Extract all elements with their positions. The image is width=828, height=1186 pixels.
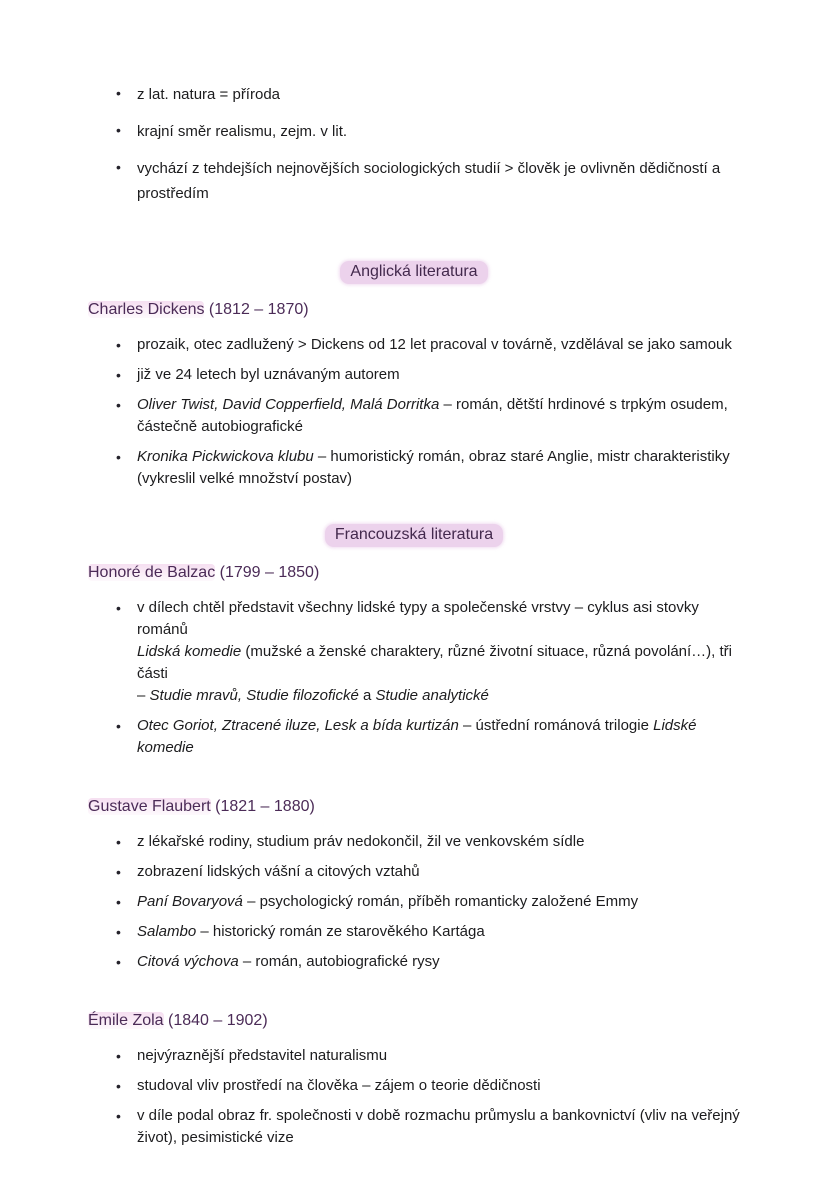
book-title: Paní Bovaryová — [137, 893, 243, 910]
author-block — [88, 796, 740, 973]
author-heading — [88, 562, 740, 584]
bullet-item — [88, 394, 740, 438]
intro-bullet-list — [88, 82, 740, 206]
text-run: (mužské a ženské charaktery, různé životní situace, různá povolání…), tři části — [137, 643, 732, 682]
author-name: Charles Dickens — [88, 301, 205, 318]
author-dates: (1799 – 1850) — [215, 564, 320, 581]
book-title: Studie mravů, Studie filozofické — [149, 687, 359, 704]
text-run: – román, dětští hrdinové s trpkým osudem, — [439, 396, 728, 413]
bullet-item — [88, 715, 740, 759]
book-title: Studie analytické — [375, 687, 489, 704]
text-run: v dílech chtěl představit všechny lidské typy a společenské vrstvy – cyklus asi stovky románů — [137, 599, 699, 638]
bullet-item — [88, 82, 740, 107]
text-run: studoval vliv prostředí na člověka – zájem o teorie dědičnosti — [137, 1077, 541, 1094]
book-title: Lidská komedie — [137, 643, 242, 660]
bullet-item — [88, 951, 740, 973]
bullet-item — [88, 446, 740, 490]
text-run: částečně autobiografické — [137, 418, 303, 435]
text-run: – ústřední románová trilogie — [458, 717, 654, 734]
author-heading — [88, 796, 740, 818]
text-run: – humoristický román, obraz staré Anglie, mistr charakteristiky — [313, 448, 730, 465]
text-run: nejvýraznější představitel naturalismu — [137, 1047, 388, 1064]
text-run: zobrazení lidských vášní a citových vztahů — [137, 863, 420, 880]
author-dates: (1840 – 1902) — [163, 1012, 268, 1029]
bullet-item — [88, 597, 740, 707]
author-block — [88, 562, 740, 759]
section-heading-row — [88, 524, 740, 547]
text-run: (vykreslil velké množství postav) — [137, 470, 353, 487]
author-block — [88, 299, 740, 490]
author-heading — [88, 1010, 740, 1032]
text-run: – román, autobiografické rysy — [238, 953, 440, 970]
author-heading — [88, 299, 740, 321]
author-name: Honoré de Balzac — [88, 564, 216, 581]
bullet-item — [88, 861, 740, 883]
bullet-item — [88, 1075, 740, 1097]
text-run: život), pesimistické vize — [137, 1129, 294, 1146]
text-run: prozaik, otec zadlužený > Dickens od 12 let pracoval v továrně, vzdělával se jako samouk — [137, 336, 732, 353]
bullet-list — [88, 831, 740, 973]
bullet-list — [88, 597, 740, 759]
author-dates: (1821 – 1880) — [210, 798, 315, 815]
section-heading: Anglická literatura — [340, 261, 487, 284]
bullet-item — [88, 156, 740, 206]
sections-container — [88, 261, 740, 1149]
book-title: Lidské komedie — [137, 717, 697, 756]
bullet-item — [88, 891, 740, 913]
book-title: Salambo — [137, 923, 197, 940]
text-run: již ve 24 letech byl uznávaným autorem — [137, 366, 400, 383]
bullet-list — [88, 334, 740, 490]
bullet-item — [88, 119, 740, 144]
bullet-item — [88, 921, 740, 943]
book-title: Citová výchova — [137, 953, 239, 970]
bullet-list — [88, 1045, 740, 1149]
text-run: prostředím — [137, 185, 209, 202]
bullet-item — [88, 1045, 740, 1067]
section-heading: Francouzská literatura — [325, 524, 503, 547]
bullet-item — [88, 1105, 740, 1149]
literature-section — [88, 524, 740, 1149]
text-run: krajní směr realismu, zejm. v lit. — [137, 123, 348, 140]
bullet-item — [88, 334, 740, 356]
author-dates: (1812 – 1870) — [204, 301, 309, 318]
text-run: – psychologický román, příběh romanticky založené Emmy — [242, 893, 639, 910]
bullet-item — [88, 364, 740, 386]
text-run: z lékařské rodiny, studium práv nedokončil, žil ve venkovském sídle — [137, 833, 585, 850]
section-heading-row — [88, 261, 740, 284]
text-run: vychází z tehdejších nejnovějších sociologických studií > člověk je ovlivněn dědičností a — [137, 160, 721, 177]
text-run: v díle podal obraz fr. společnosti v době rozmachu průmyslu a bankovnictví (vliv na veřejný — [137, 1107, 740, 1124]
author-name: Émile Zola — [88, 1012, 164, 1029]
literature-section — [88, 261, 740, 490]
author-block — [88, 1010, 740, 1149]
author-name: Gustave Flaubert — [88, 798, 211, 815]
text-run: – — [137, 687, 150, 704]
text-run: – historický román ze starověkého Kartága — [196, 923, 485, 940]
book-title: Kronika Pickwickova klubu — [137, 448, 314, 465]
book-title: Otec Goriot, Ztracené iluze, Lesk a bída kurtizán — [137, 717, 459, 734]
text-run: a — [358, 687, 376, 704]
book-title: Oliver Twist, David Copperfield, Malá Dorritka — [137, 396, 440, 413]
bullet-item — [88, 831, 740, 853]
text-run: z lat. natura = příroda — [137, 86, 280, 103]
